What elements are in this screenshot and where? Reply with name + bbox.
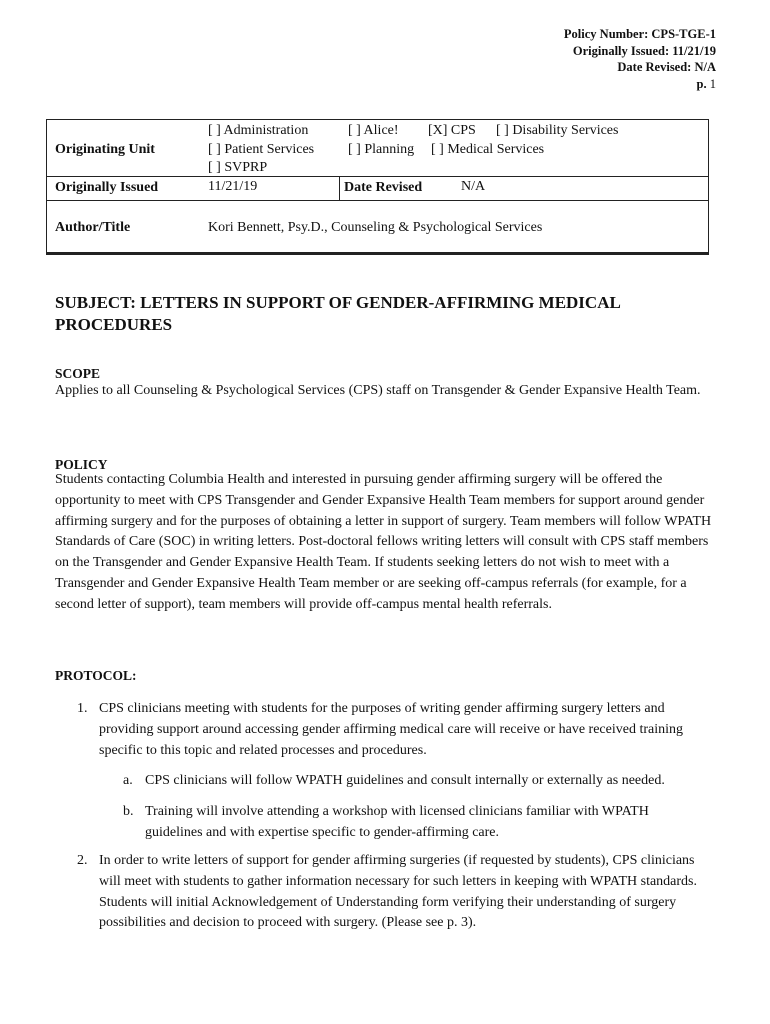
list-marker: b. [123, 804, 134, 819]
author-value: Kori Bennett, Psy.D., Counseling & Psychological Services [208, 220, 543, 235]
date-revised-value: N/A [461, 179, 486, 194]
protocol-subitem [123, 802, 705, 844]
unit-administration: [ ] Administration [208, 123, 309, 138]
unit-alice: [ ] Alice! [348, 123, 399, 138]
unit-disability-services: [ ] Disability Services [496, 123, 619, 138]
unit-patient-services: [ ] Patient Services [208, 142, 315, 157]
scope-text: Applies to all Counseling & Psychological Services (CPS) staff on Transgender & Gender Expansive Health Team. [55, 383, 701, 398]
subject-title [55, 292, 695, 336]
protocol-item-text: In order to write letters of support for gender affirming surgeries (if requested by students), CPS clinicians will meet with students to gather information necessary for such letters in keeping with WPATH standards. Students will initial Acknowledgement of Understanding form verifying their understanding of surgery possibilities and decision to proceed with surgery. (Please see p. 3). [99, 853, 697, 931]
policy-number: Policy Number: CPS-TGE-1 [563, 27, 716, 41]
page-label: p. [696, 76, 707, 91]
protocol-item [77, 699, 714, 761]
page-number-value: 1 [709, 76, 716, 91]
subject-line-1: SUBJECT: LETTERS IN SUPPORT OF GENDER-AFFIRMING MEDICAL [55, 293, 621, 312]
list-marker: 1. [77, 701, 88, 716]
table-divider [47, 176, 708, 177]
policy-info-table [46, 119, 709, 255]
unit-planning: [ ] Planning [348, 142, 415, 157]
protocol-subitem [123, 771, 715, 792]
date-revised-header: Date Revised: N/A [617, 60, 716, 74]
protocol-item-text: CPS clinicians meeting with students for the purposes of writing gender affirming surgery letters and providing support around accessing gender affirming medical care will receive or have received training specific to this topic and related processes and procedures. [99, 701, 684, 758]
list-marker: 2. [77, 853, 88, 868]
author-label: Author/Title [55, 220, 131, 235]
date-revised-label: Date Revised [344, 180, 423, 195]
table-divider [47, 200, 708, 201]
protocol-heading: PROTOCOL: [55, 668, 137, 683]
policy-heading: POLICY [55, 457, 108, 472]
originally-issued-value: 11/21/19 [208, 179, 258, 194]
subject-line-2: PROCEDURES [55, 315, 173, 334]
originating-unit-label: Originating Unit [55, 142, 155, 157]
policy-text: Students contacting Columbia Health and interested in pursuing gender affirming surgery will be offered the opportunity to meet with CPS Transgender and Gender Expansive Health Team members for support around gender affirming surgery and for the purposes of obtaining a letter in support of surgery. Team members will follow WPATH Standards of Care (SOC) in writing letters. Post-doctoral fellows writing letters will consult with CPS staff members on the Transgender and Gender Expansive Health Team. If students seeking letters do not wish to meet with a Transgender and Gender Expansive Health Team member or are seeking off-campus referrals (for example, for a second letter of support), team members will provide off-campus mental health referrals. [55, 472, 712, 612]
list-marker: a. [123, 773, 133, 788]
protocol-subitem-text: CPS clinicians will follow WPATH guidelines and consult internally or externally as needed. [145, 773, 665, 788]
table-divider [339, 176, 340, 200]
originally-issued-header: Originally Issued: 11/21/19 [572, 43, 716, 58]
unit-medical-services: [ ] Medical Services [431, 142, 545, 157]
protocol-subitem-text: Training will involve attending a workshop with licensed clinicians familiar with WPATH guidelines and with expertise specific to gender-affirming care. [145, 804, 649, 840]
unit-cps: [X] CPS [428, 123, 476, 138]
unit-svprp: [ ] SVPRP [208, 160, 268, 175]
scope-heading: SCOPE [55, 366, 101, 381]
policy-header [564, 26, 716, 92]
originally-issued-label: Originally Issued [55, 180, 159, 195]
protocol-item [77, 851, 714, 934]
page-number [564, 76, 716, 93]
